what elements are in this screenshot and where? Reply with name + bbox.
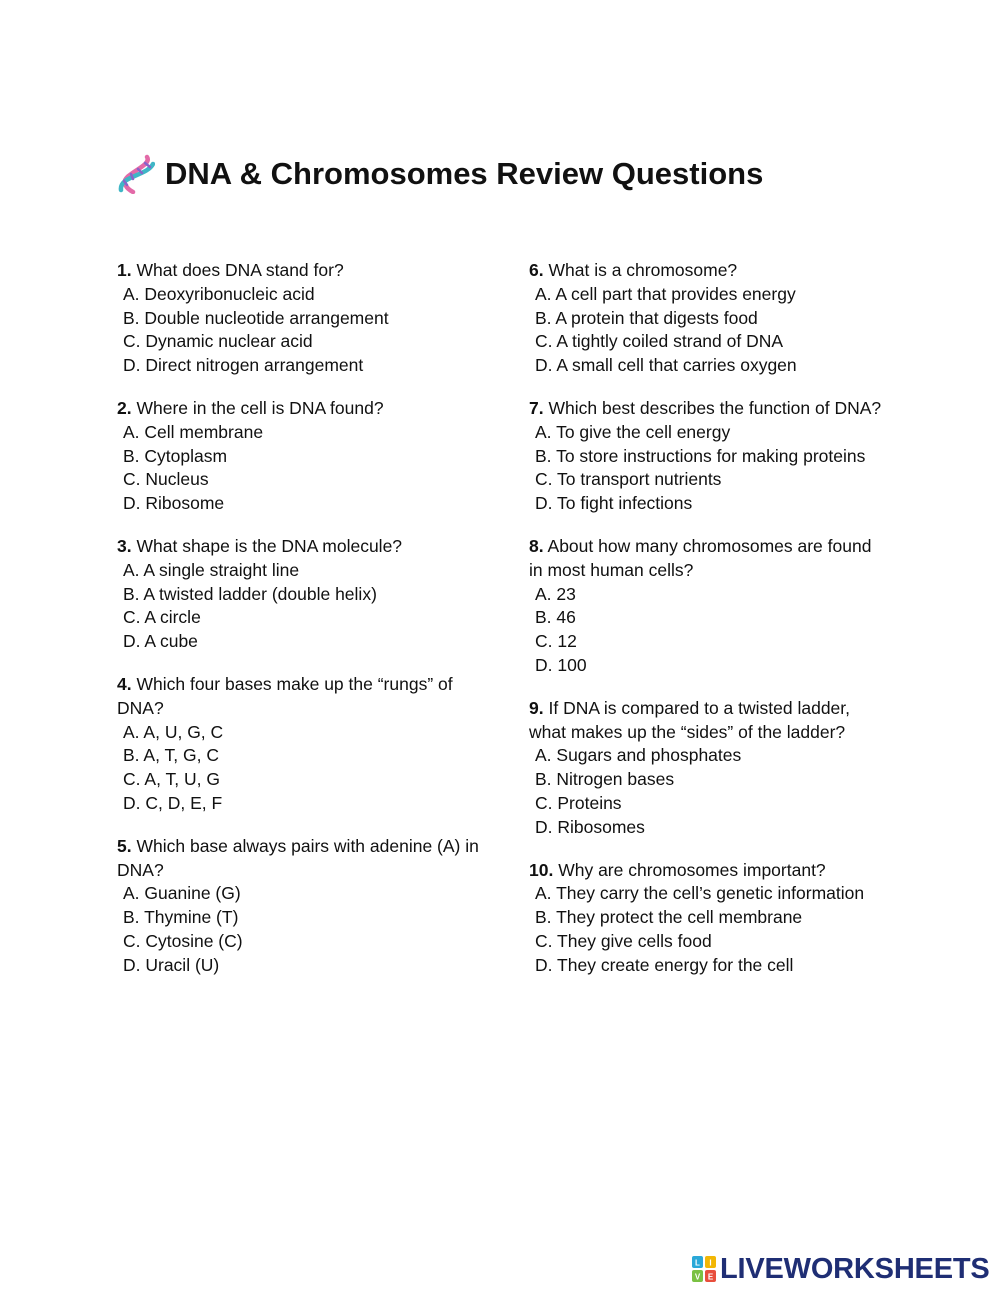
question-number: 10. bbox=[529, 859, 554, 880]
question-stem bbox=[529, 535, 889, 583]
svg-text:E: E bbox=[707, 1272, 714, 1282]
option-d: D. Ribosome bbox=[123, 493, 225, 514]
option-a: A. A single straight line bbox=[123, 559, 300, 580]
question-stem bbox=[529, 259, 889, 283]
question-number: 2. bbox=[117, 397, 132, 418]
questions-right-column bbox=[529, 259, 889, 997]
svg-text:L: L bbox=[695, 1258, 700, 1268]
liveworksheets-logo bbox=[692, 1254, 990, 1284]
question-number: 8. bbox=[529, 535, 544, 556]
option-a: A. A, U, G, C bbox=[123, 721, 224, 742]
option-c: C. Dynamic nuclear acid bbox=[123, 331, 313, 352]
question-number: 5. bbox=[117, 835, 132, 856]
option-a: A. Sugars and phosphates bbox=[535, 745, 742, 766]
question-text: Which four bases make up the “rungs” of DNA? bbox=[117, 673, 453, 718]
option-c: C. They give cells food bbox=[535, 930, 712, 951]
option-d: D. C, D, E, F bbox=[123, 792, 223, 813]
dna-icon bbox=[117, 154, 155, 194]
question-number: 1. bbox=[117, 260, 132, 280]
option-b: B. 46 bbox=[535, 607, 576, 628]
question-stem bbox=[117, 835, 485, 883]
option-c: C. Proteins bbox=[535, 792, 622, 813]
option-c: C. Nucleus bbox=[123, 469, 209, 490]
option-d: D. To fight infections bbox=[535, 493, 693, 514]
option-b: B. Nitrogen bases bbox=[535, 769, 675, 790]
title-text: DNA & Chromosomes Review Questions bbox=[165, 156, 764, 191]
question-10 bbox=[529, 859, 889, 978]
question-stem bbox=[117, 397, 485, 421]
question-text: Which base always pairs with adenine (A) in DNA? bbox=[117, 835, 479, 880]
question-1 bbox=[117, 259, 485, 378]
option-a: A. Cell membrane bbox=[123, 421, 264, 442]
option-d: D. Uracil (U) bbox=[123, 954, 220, 975]
question-6 bbox=[529, 259, 889, 378]
option-b: B. A twisted ladder (double helix) bbox=[123, 583, 377, 604]
question-text: About how many chromosomes are found in most human cells? bbox=[529, 535, 872, 580]
option-b: B. They protect the cell membrane bbox=[535, 907, 803, 928]
svg-text:V: V bbox=[694, 1272, 701, 1282]
option-a: A. 23 bbox=[535, 583, 576, 604]
option-b: B. Cytoplasm bbox=[123, 445, 228, 466]
question-2 bbox=[117, 397, 485, 516]
question-7 bbox=[529, 397, 889, 516]
option-b: B. A protein that digests food bbox=[535, 307, 758, 328]
option-a: A. They carry the cell’s genetic information bbox=[535, 883, 865, 904]
option-b: B. Double nucleotide arrangement bbox=[123, 307, 389, 328]
question-5 bbox=[117, 835, 485, 978]
option-c: C. A circle bbox=[123, 607, 201, 628]
question-stem bbox=[117, 673, 485, 721]
option-d: D. Direct nitrogen arrangement bbox=[123, 355, 364, 376]
option-b: B. To store instructions for making proteins bbox=[535, 445, 866, 466]
option-c: C. A, T, U, G bbox=[123, 769, 220, 790]
questions-left-column bbox=[117, 259, 485, 997]
svg-text:I: I bbox=[709, 1258, 712, 1268]
question-8 bbox=[529, 535, 889, 678]
option-b: B. Thymine (T) bbox=[123, 907, 239, 928]
question-stem bbox=[529, 859, 889, 883]
question-text: What is a chromosome? bbox=[548, 260, 738, 280]
question-stem bbox=[117, 535, 485, 559]
option-c: C. A tightly coiled strand of DNA bbox=[535, 331, 784, 352]
option-d: D. A cube bbox=[123, 631, 198, 652]
liveworksheets-wordmark: LIVEWORKSHEETS bbox=[720, 1253, 990, 1285]
question-text: What shape is the DNA molecule? bbox=[136, 535, 403, 556]
question-number: 6. bbox=[529, 260, 544, 280]
question-text: Which best describes the function of DNA? bbox=[548, 397, 882, 418]
option-a: A. To give the cell energy bbox=[535, 421, 731, 442]
option-d: D. A small cell that carries oxygen bbox=[535, 355, 797, 376]
question-number: 7. bbox=[529, 397, 544, 418]
question-number: 3. bbox=[117, 535, 132, 556]
question-number: 9. bbox=[529, 697, 544, 718]
question-9 bbox=[529, 697, 889, 840]
option-a: A. Guanine (G) bbox=[123, 883, 241, 904]
question-stem bbox=[529, 697, 889, 745]
option-b: B. A, T, G, C bbox=[123, 745, 219, 766]
page-title bbox=[117, 154, 763, 194]
question-stem bbox=[529, 397, 889, 421]
question-stem bbox=[117, 259, 485, 283]
question-text: Where in the cell is DNA found? bbox=[136, 397, 384, 418]
question-text: If DNA is compared to a twisted ladder, what makes up the “sides” of the ladder? bbox=[529, 697, 851, 742]
question-text: Why are chromosomes important? bbox=[558, 859, 826, 880]
option-c: C. To transport nutrients bbox=[535, 469, 722, 490]
option-d: D. 100 bbox=[535, 654, 587, 675]
option-a: A. Deoxyribonucleic acid bbox=[123, 283, 315, 304]
option-d: D. They create energy for the cell bbox=[535, 954, 794, 975]
option-c: C. Cytosine (C) bbox=[123, 930, 243, 951]
option-c: C. 12 bbox=[535, 631, 577, 652]
question-3 bbox=[117, 535, 485, 654]
question-number: 4. bbox=[117, 673, 132, 694]
option-d: D. Ribosomes bbox=[535, 816, 645, 837]
liveworksheets-mark-icon bbox=[692, 1256, 716, 1282]
option-a: A. A cell part that provides energy bbox=[535, 283, 796, 304]
question-text: What does DNA stand for? bbox=[136, 260, 344, 280]
question-4 bbox=[117, 673, 485, 816]
